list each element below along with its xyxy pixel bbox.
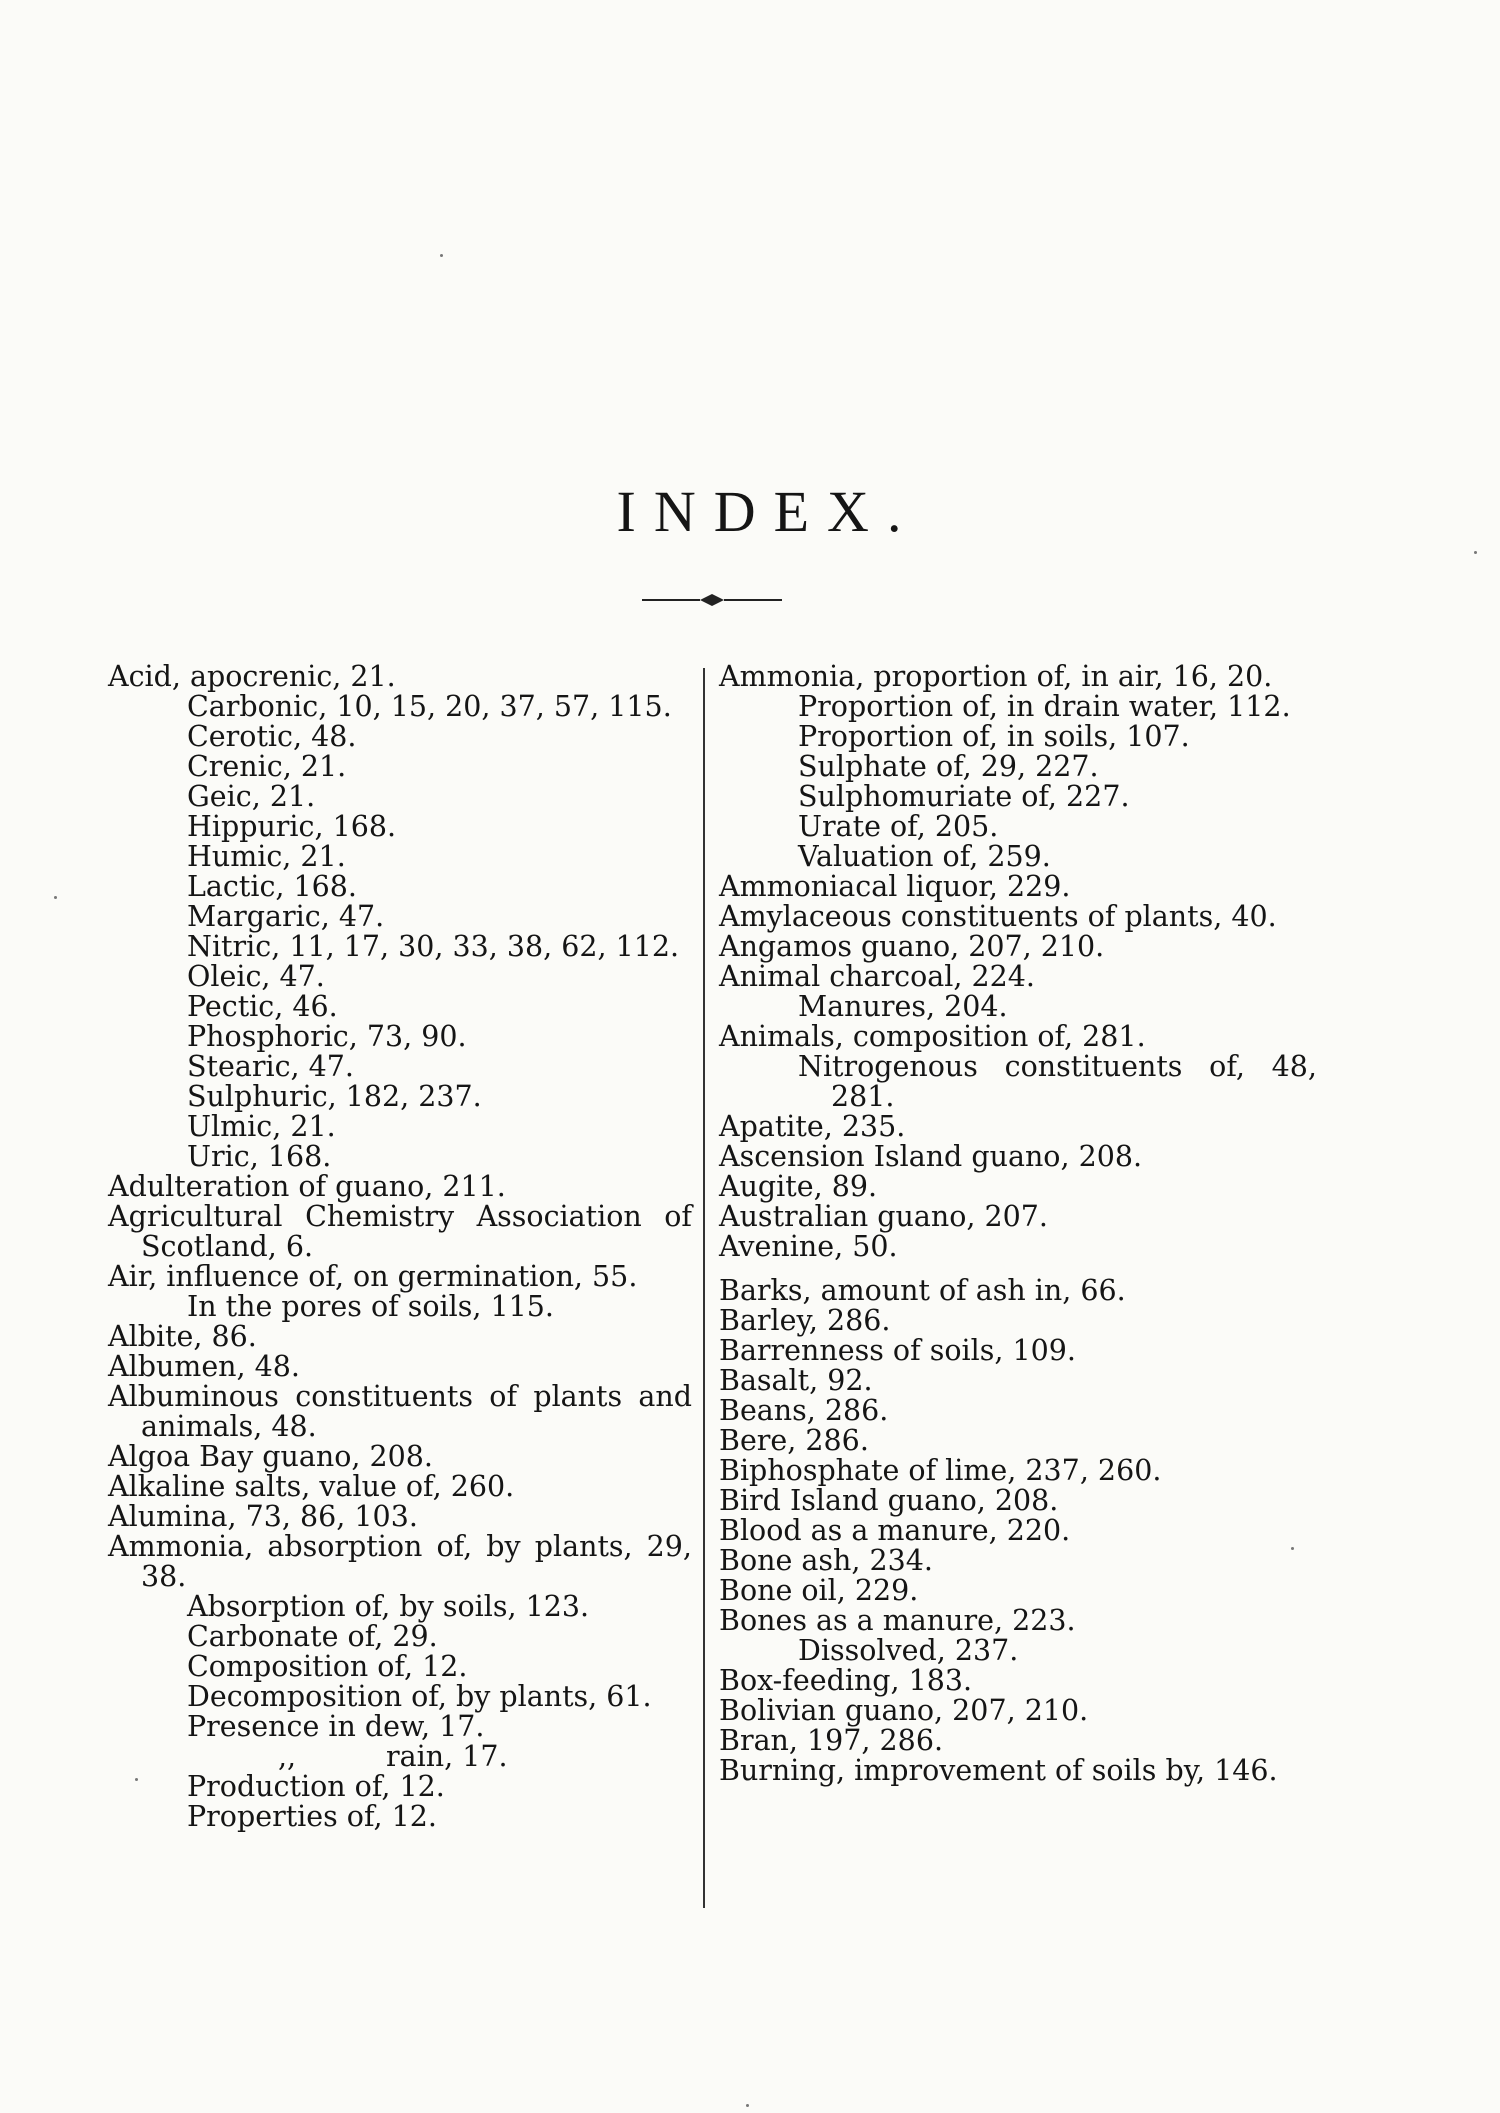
index-entry: Agricultural Chemistry Association of Scotland, 6.	[108, 1200, 692, 1263]
index-entry: Acid, apocrenic, 21.	[108, 660, 396, 693]
index-entry: Ascension Island guano, 208.	[719, 1140, 1143, 1173]
index-entry: Alumina, 73, 86, 103.	[108, 1500, 418, 1533]
index-subentry: Dissolved, 237.	[798, 1634, 1019, 1667]
paper-speck	[746, 2104, 749, 2107]
index-entry: Box-feeding, 183.	[719, 1664, 973, 1697]
index-entry: Avenine, 50.	[719, 1230, 898, 1263]
index-subentry: Sulphuric, 182, 237.	[187, 1080, 482, 1113]
index-subentry: Proportion of, in soils, 107.	[798, 720, 1190, 753]
index-entry: Air, influence of, on germination, 55.	[108, 1260, 638, 1293]
index-entry: Bird Island guano, 208.	[719, 1484, 1059, 1517]
index-entry: Albuminous constituents of plants and animals, 48.	[108, 1380, 692, 1443]
index-entry: Beans, 286.	[719, 1394, 889, 1427]
index-entry: Barrenness of soils, 109.	[719, 1334, 1076, 1367]
index-entry-text: rain, 17.	[386, 1740, 508, 1773]
index-entry: Bone oil, 229.	[719, 1574, 919, 1607]
index-subentry: Manures, 204.	[798, 990, 1008, 1023]
index-subentry: Sulphomuriate of, 227.	[798, 780, 1130, 813]
index-entry: Alkaline salts, value of, 260.	[108, 1470, 515, 1503]
index-subentry: Lactic, 168.	[187, 870, 357, 903]
index-column-left	[108, 662, 692, 1832]
index-subentry: Composition of, 12.	[187, 1650, 468, 1683]
index-entry: Biphosphate of lime, 237, 260.	[719, 1454, 1162, 1487]
index-subentry: Sulphate of, 29, 227.	[798, 750, 1099, 783]
index-entry: Burning, improvement of soils by, 146.	[719, 1754, 1278, 1787]
index-subentry: Decomposition of, by plants, 61.	[187, 1680, 652, 1713]
index-subentry: Proportion of, in drain water, 112.	[798, 690, 1291, 723]
index-entry: Bolivian guano, 207, 210.	[719, 1694, 1089, 1727]
index-entry: Australian guano, 207.	[719, 1200, 1048, 1233]
index-subentry: Pectic, 46.	[187, 990, 338, 1023]
index-subentry: Phosphoric, 73, 90.	[187, 1020, 467, 1053]
paper-speck	[135, 1778, 138, 1781]
index-entry: Augite, 89.	[719, 1170, 878, 1203]
index-subentry: In the pores of soils, 115.	[187, 1290, 554, 1323]
index-entry: Albite, 86.	[108, 1320, 257, 1353]
index-entry: Bones as a manure, 223.	[719, 1604, 1076, 1637]
index-entry: Bone ash, 234.	[719, 1544, 933, 1577]
index-subentry: Ulmic, 21.	[187, 1110, 336, 1143]
index-subentry: Properties of, 12.	[187, 1800, 437, 1833]
index-entry: Animals, composition of, 281.	[719, 1020, 1146, 1053]
index-column-right	[719, 662, 1317, 1786]
index-subentry: Valuation of, 259.	[798, 840, 1051, 873]
index-entry: Animal charcoal, 224.	[719, 960, 1035, 993]
page-title: INDEX.	[616, 479, 920, 544]
paper-speck	[54, 896, 57, 899]
index-entry: Algoa Bay guano, 208.	[108, 1440, 433, 1473]
index-subentry: Absorption of, by soils, 123.	[187, 1590, 590, 1623]
index-subentry: Carbonate of, 29.	[187, 1620, 438, 1653]
index-subentry: Uric, 168.	[187, 1140, 332, 1173]
paper-speck	[1474, 551, 1477, 554]
column-divider	[703, 668, 705, 1908]
index-entry: Ammonia, absorption of, by plants, 29, 38.	[108, 1530, 692, 1593]
index-subentry: Carbonic, 10, 15, 20, 37, 57, 115.	[187, 690, 672, 723]
index-entry: Angamos guano, 207, 210.	[719, 930, 1105, 963]
index-subentry: Stearic, 47.	[187, 1050, 354, 1083]
index-entry: Ammoniacal liquor, 229.	[719, 870, 1071, 903]
index-entry: Bere, 286.	[719, 1424, 869, 1457]
index-entry: Ammonia, proportion of, in air, 16, 20.	[719, 660, 1273, 693]
title-ornament-rule	[642, 588, 782, 612]
index-subentry: Hippuric, 168.	[187, 810, 397, 843]
index-entry: Blood as a manure, 220.	[719, 1514, 1071, 1547]
index-entry: Bran, 197, 286.	[719, 1724, 944, 1757]
index-entry: Amylaceous constituents of plants, 40.	[719, 900, 1277, 933]
index-subentry: Geic, 21.	[187, 780, 316, 813]
index-subentry: Nitric, 11, 17, 30, 33, 38, 62, 112.	[187, 930, 680, 963]
paper-speck	[440, 254, 443, 257]
index-subentry: Margaric, 47.	[187, 900, 385, 933]
index-entry: Albumen, 48.	[108, 1350, 300, 1383]
index-subentry: Humic, 21.	[187, 840, 346, 873]
index-entry: Basalt, 92.	[719, 1364, 873, 1397]
index-subentry: Presence in dew, 17.	[187, 1710, 485, 1743]
index-subentry: Production of, 12.	[187, 1770, 445, 1803]
index-subentry: Oleic, 47.	[187, 960, 325, 993]
index-entry: Adulteration of guano, 211.	[108, 1170, 506, 1203]
index-entry: Apatite, 235.	[719, 1110, 906, 1143]
index-entry: Barley, 286.	[719, 1304, 891, 1337]
index-subentry: Urate of, 205.	[798, 810, 999, 843]
index-subentry	[108, 1742, 692, 1772]
index-subentry: Crenic, 21.	[187, 750, 347, 783]
index-subentry: Cerotic, 48.	[187, 720, 357, 753]
index-subentry: Nitrogenous constituents of, 48, 281.	[798, 1050, 1317, 1113]
paper-speck	[1291, 1547, 1294, 1550]
index-entry: Barks, amount of ash in, 66.	[719, 1274, 1126, 1307]
ditto-mark: ,,	[278, 1740, 297, 1773]
